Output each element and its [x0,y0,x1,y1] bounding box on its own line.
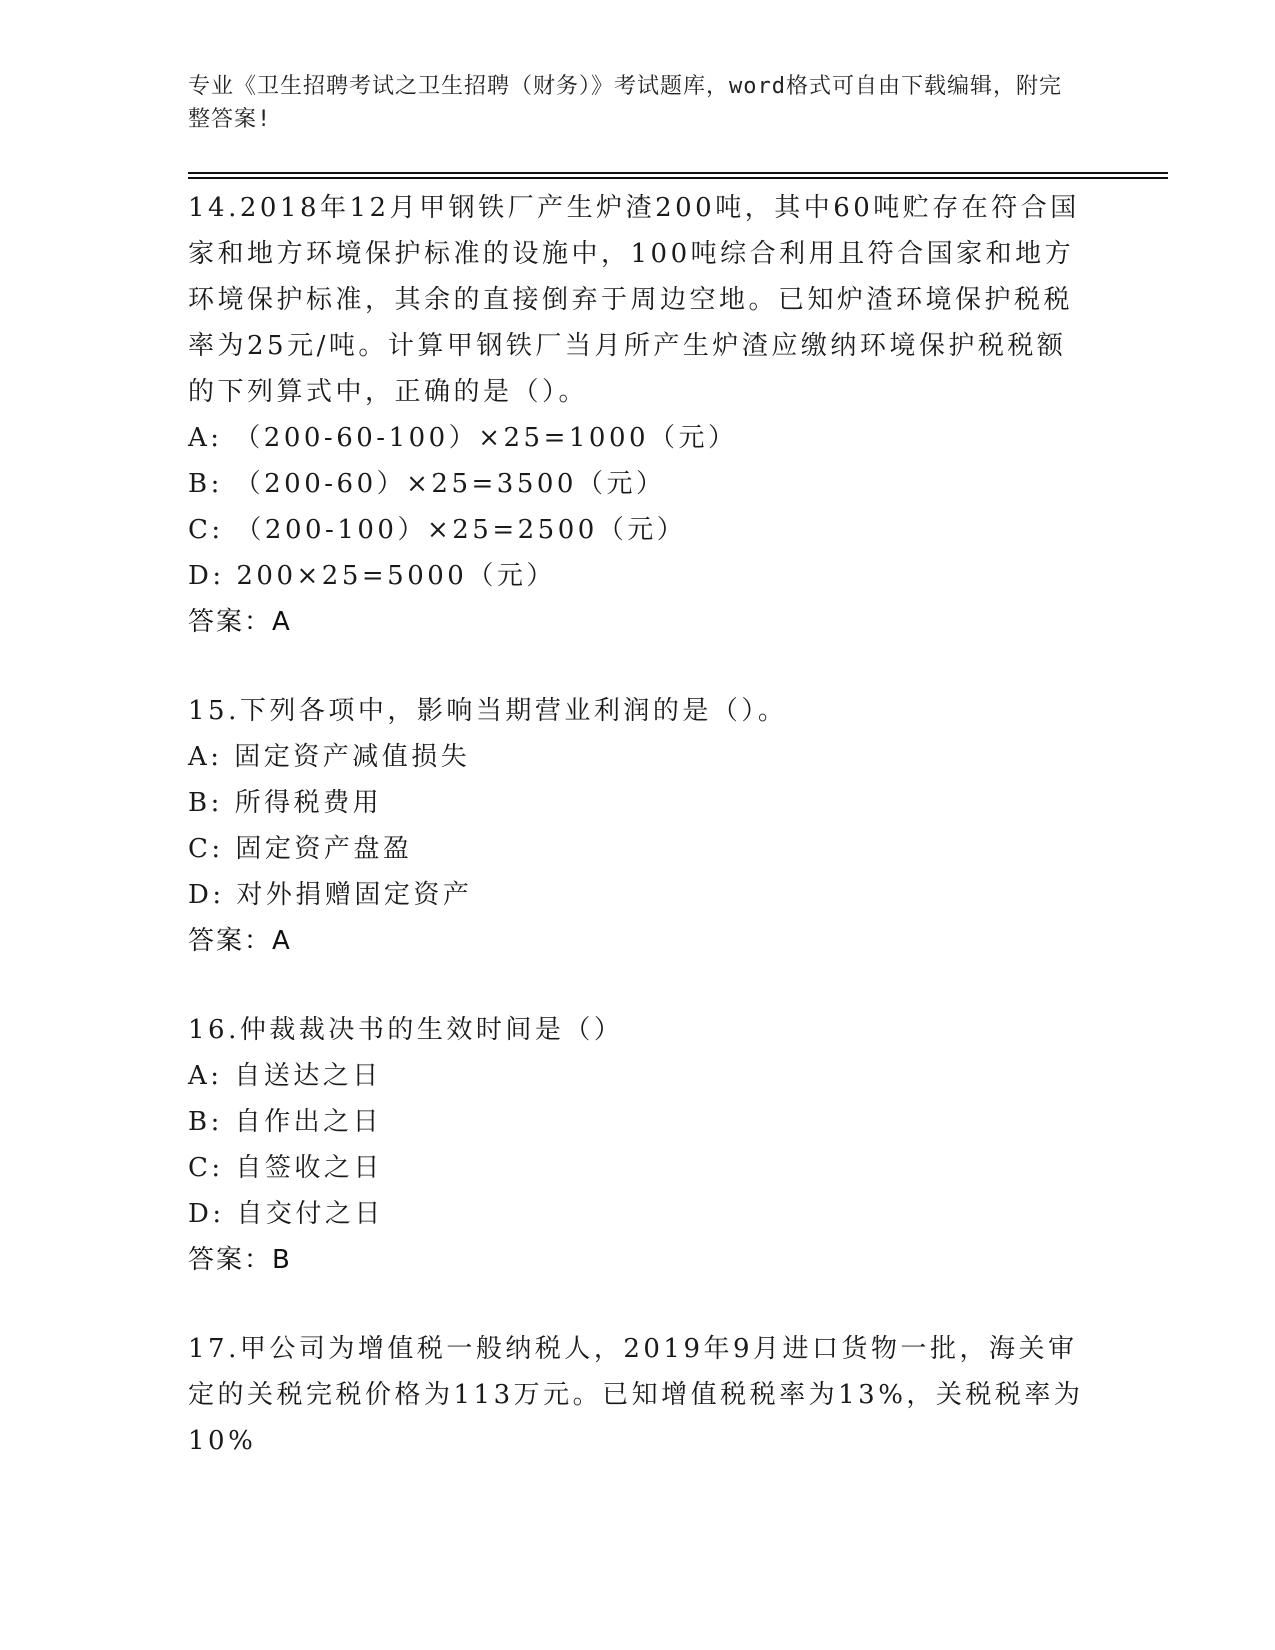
question-stem: 16.仲裁裁决书的生效时间是（） [188,1015,624,1045]
option-a: A: 固定资产减值损失 [188,742,471,772]
answer-line: 答案：B [188,1245,292,1275]
header-divider [188,172,1168,179]
divider-line-top [188,172,1168,174]
option-d: D: 对外捐赠固定资产 [188,880,473,910]
answer-line: 答案：A [188,926,292,956]
option-a: A: （200-60-100）×25=1000（元） [188,423,738,453]
document-header: 专业《卫生招聘考试之卫生招聘（财务）》考试题库，word格式可自由下载编辑，附完整答案! [188,74,1062,132]
option-b: B: 所得税费用 [188,788,383,818]
option-d: D: 自交付之日 [188,1199,384,1229]
question-stem: 14.2018年12月甲钢铁厂产生炉渣200吨，其中60吨贮存在符合国家和地方环境保护标准的设施中，100吨综合利用且符合国家和地方环境保护标准，其余的直接倒弃于周边空地。已知炉渣环境保护税税率为25元/吨。计算甲钢铁厂当月所产生炉渣应缴纳环境保护税税额的下列算式中，正确的是（）。 [188,193,1080,407]
question-17 [188,1326,1168,1464]
divider-line-bottom [188,177,1168,179]
question-stem: 15.下列各项中，影响当期营业利润的是（）。 [188,696,788,726]
question-14 [188,185,1168,645]
answer-line: 答案：A [188,607,292,637]
option-d: D: 200×25=5000（元） [188,561,556,591]
question-list [188,185,1168,1464]
question-15 [188,688,1168,964]
document-page [188,70,1168,1507]
option-b: B: 自作出之日 [188,1107,383,1137]
option-c: C: 自签收之日 [188,1153,383,1183]
option-c: C: （200-100）×25=2500（元） [188,515,687,545]
question-stem: 17.甲公司为增值税一般纳税人，2019年9月进口货物一批，海关审定的关税完税价格为113万元。已知增值税税率为13%，关税税率为10% [188,1334,1084,1456]
question-16 [188,1007,1168,1283]
option-b: B: （200-60）×25=3500（元） [188,469,666,499]
option-a: A: 自送达之日 [188,1061,382,1091]
option-c: C: 固定资产盘盈 [188,834,413,864]
